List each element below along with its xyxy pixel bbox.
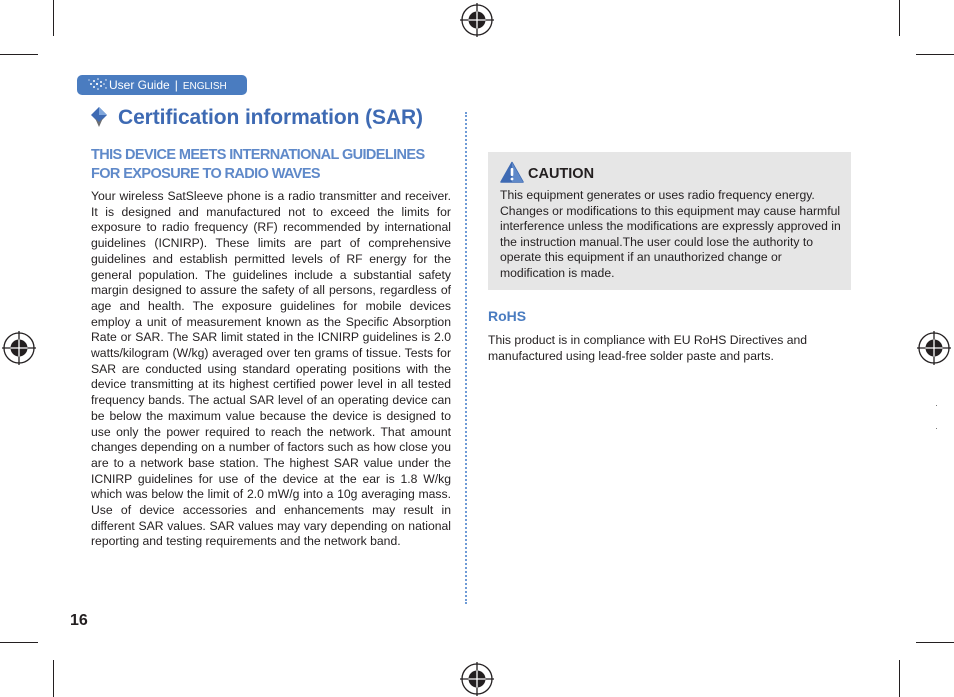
sparkle-dots-icon — [87, 77, 109, 91]
crop-mark — [53, 0, 54, 36]
crop-mark — [53, 660, 54, 697]
margin-dot — [936, 428, 937, 429]
section-title-row — [90, 106, 423, 134]
subheading-line-2: FOR EXPOSURE TO RADIO WAVES — [91, 166, 320, 182]
crop-mark — [899, 0, 900, 36]
user-guide-header — [77, 75, 247, 95]
subheading-line-1: THIS DEVICE MEETS INTERNATIONAL GUIDELINES — [91, 147, 425, 163]
rohs-text: This product is in compliance with EU RoHS Directives and manufactured using lead-free solder paste and parts. — [488, 333, 808, 363]
registration-mark-icon — [2, 331, 36, 365]
language-label: ENGLISH — [182, 81, 227, 92]
caution-box — [488, 152, 851, 290]
registration-mark-icon — [917, 331, 951, 365]
crop-mark — [0, 54, 38, 55]
crop-mark — [916, 642, 954, 643]
registration-mark-icon — [460, 3, 494, 37]
rohs-heading: RoHS — [488, 308, 527, 324]
column-divider — [465, 112, 467, 604]
margin-dot — [936, 405, 937, 406]
registration-mark-icon — [460, 662, 494, 696]
crop-mark — [0, 642, 38, 643]
section-subheading — [91, 146, 453, 184]
caution-heading-row — [500, 161, 841, 183]
crop-mark — [916, 54, 954, 55]
sar-body-text: Your wireless SatSleeve phone is a radio transmitter and receiver. It is designed and manufactured not to exceed the limits for exposure to radio frequency (RF) recommended by international guidelines (ICNIRP). These limits are part of comprehensive guidelines and establish permitted levels of RF energy for the general population. The guidelines include a substantial safety margin designed to assure the safety of all persons, regardless of age and health. The exposure guidelines for mobile devices employ a unit of measurement known as the Specific Absorption Rate or SAR. The SAR limit stated in the ICNIRP guidelines is 2.0 watts/kilogram (W/kg) averaged over ten grams of tissue. Tests for SAR are conducted using standard operating positions with the device transmitting at its highest certified power level in all tested frequency bands. The actual SAR level of an operating device can be below the maximum value because the device is designed to use only the power required to reach the network. That amount changes depending on a number of factors such as how close you are to a network base station. The highest SAR value under the ICNIRP guidelines for use of the device at the ear is 1.8 W/kg which was below the limit of 2.0 mW/g into a 10g averaging mass. Use of device accessories and enhancements may result in different SAR values. SAR values may vary depending on national reporting and testing requirements and the network band. — [91, 189, 451, 549]
page-title: Certification information (SAR) — [118, 106, 423, 129]
warning-triangle-icon — [500, 161, 524, 183]
header-separator: | — [174, 78, 178, 92]
caution-heading: CAUTION — [528, 166, 595, 182]
guide-label: User Guide — [109, 78, 170, 92]
page-number: 16 — [70, 612, 88, 629]
diamond-bullet-icon — [90, 106, 108, 128]
caution-text: This equipment generates or uses radio frequency energy. Changes or modifications to this equipment may cause harmful interference unless the modifications are expressly approved in the instruction manual.The user could lose the authority to operate this equipment if an unauthorized change or modification is made. — [500, 188, 841, 280]
crop-mark — [899, 660, 900, 697]
